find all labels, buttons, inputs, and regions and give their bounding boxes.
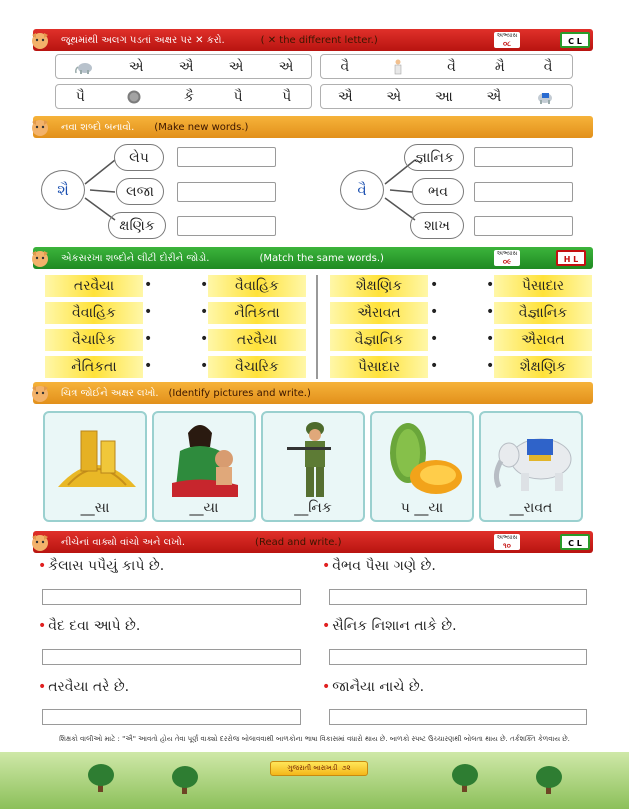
mascot-icon	[27, 532, 53, 552]
match-dot[interactable]: •	[430, 277, 439, 293]
letter[interactable]: પૈ	[233, 88, 243, 105]
picture-card	[152, 411, 256, 522]
answer-box[interactable]	[177, 216, 276, 236]
elephant-icon	[485, 425, 581, 495]
match-dot[interactable]: •	[486, 277, 495, 293]
match-word[interactable]: વૈજ્ઞાનિક	[494, 302, 592, 324]
page-number: ૭૨	[341, 764, 351, 772]
answer-box[interactable]	[474, 182, 573, 202]
section1-badge: અભ્યાસ ૦૮	[494, 32, 520, 48]
section3-hl-tag: H L	[556, 250, 586, 266]
section1-cl-tag: C L	[560, 32, 590, 48]
match-word[interactable]: વૈચારિક	[208, 356, 306, 378]
picture-card	[479, 411, 583, 522]
match-dot[interactable]: •	[486, 331, 495, 347]
tree-icon	[88, 764, 114, 786]
section5-english: (Read and write.)	[255, 536, 342, 548]
match-dot[interactable]: •	[486, 358, 495, 374]
page-number-banner	[270, 761, 368, 776]
letter-row-1-left	[55, 54, 312, 79]
letter[interactable]: એ	[278, 58, 294, 75]
section1-english: ( ✕ the different letter.)	[260, 34, 378, 46]
tree-icon	[172, 766, 198, 788]
papaya-icon	[378, 419, 470, 499]
letter[interactable]: મૈ	[494, 58, 505, 75]
letter[interactable]: ઐ	[178, 58, 194, 75]
sentence: • કૈલાસ પપૈયું કાપે છે.	[38, 558, 165, 574]
answer-box[interactable]	[177, 147, 276, 167]
elephant-icon	[74, 59, 94, 75]
picture-label: __યા	[189, 500, 219, 516]
letter[interactable]: ઐ	[486, 88, 502, 105]
section2-english: (Make new words.)	[154, 121, 249, 133]
match-word[interactable]: વૈચારિક	[45, 329, 143, 351]
tree-icon	[452, 764, 478, 786]
mascot-icon	[27, 117, 53, 137]
match-dot[interactable]: •	[144, 358, 153, 374]
writing-line[interactable]	[329, 649, 587, 665]
section5-badge: અભ્યાસ ૧૦	[494, 534, 520, 550]
match-dot[interactable]: •	[430, 331, 439, 347]
picture-label: __નિક	[294, 500, 332, 516]
match-dot[interactable]: •	[486, 304, 495, 320]
picture-card	[261, 411, 365, 522]
match-dot[interactable]: •	[144, 277, 153, 293]
match-word[interactable]: પૈસાદાર	[330, 356, 428, 378]
writing-line[interactable]	[42, 589, 301, 605]
letter[interactable]: ઐ	[337, 88, 353, 105]
letter-row-2-right	[320, 84, 573, 109]
answer-box[interactable]	[474, 147, 573, 167]
match-word[interactable]: વૈવાહિક	[208, 275, 306, 297]
match-word[interactable]: પૈસાદાર	[494, 275, 592, 297]
sentence: • સૈનિક નિશાન તાકે છે.	[322, 618, 457, 634]
match-dot[interactable]: •	[200, 331, 209, 347]
letter[interactable]: વૈ	[543, 58, 553, 75]
section5-instruction: નીચેનાં વાક્યો વાંચો અને લખો.	[61, 536, 186, 548]
match-dot[interactable]: •	[430, 358, 439, 374]
word-bubble: લજા	[116, 178, 164, 205]
picture-label: __રાવત	[509, 500, 553, 516]
mascot-icon	[27, 383, 53, 403]
section3-badge: અભ્યાસ ૦૯	[494, 250, 520, 266]
section3-english: (Match the same words.)	[259, 252, 384, 264]
writing-line[interactable]	[42, 649, 301, 665]
decorated-elephant-icon	[535, 89, 555, 105]
section2-header	[33, 116, 593, 138]
sentence: • વૈદ દવા આપે છે.	[38, 618, 141, 634]
sentence: • તરવૈયા તરે છે.	[38, 679, 130, 695]
match-word[interactable]: ઐરાવત	[494, 329, 592, 351]
section4-header	[33, 382, 593, 404]
doctor-icon	[388, 59, 408, 75]
word-web-hub-right: વૈ	[340, 170, 384, 210]
letter[interactable]: પૈ	[75, 88, 85, 105]
match-dot[interactable]: •	[430, 304, 439, 320]
match-dot[interactable]: •	[200, 277, 209, 293]
picture-card	[370, 411, 474, 522]
match-word[interactable]: શૈક્ષણિક	[330, 275, 428, 297]
writing-line[interactable]	[329, 709, 587, 725]
word-web-hub-left: શૈ	[41, 170, 85, 210]
letter-row-2-left	[55, 84, 312, 109]
match-dot[interactable]: •	[200, 358, 209, 374]
mascot-icon	[27, 30, 53, 50]
gold-coins-icon	[53, 423, 141, 493]
match-word[interactable]: નૈતિકતા	[45, 356, 143, 378]
section3-instruction: એકસરખા શબ્દોને લીટી દોરીને જોડો.	[61, 252, 210, 264]
picture-label: પ __યા	[400, 500, 444, 516]
word-bubble: જ્ઞાનિક	[404, 144, 464, 171]
sentence: • જાનૈયા નાચે છે.	[322, 679, 425, 695]
section1-instruction: જૂથમાંથી અલગ પડતાં અક્ષર પર ✕ કરો.	[61, 34, 225, 46]
section2-instruction: નવા શબ્દો બનાવો.	[61, 121, 135, 133]
column-divider	[316, 275, 318, 379]
match-dot[interactable]: •	[200, 304, 209, 320]
word-bubble: ક્ષણિક	[108, 212, 166, 239]
soldier-icon	[283, 419, 347, 501]
letter[interactable]: એ	[128, 58, 144, 75]
answer-box[interactable]	[177, 182, 276, 202]
book-title: ગુજરાતી બારાખડી	[287, 764, 338, 772]
answer-box[interactable]	[474, 216, 573, 236]
letter[interactable]: વૈ	[447, 58, 456, 75]
section5-cl-tag: C L	[560, 534, 590, 550]
section4-english: (Identify pictures and write.)	[168, 387, 311, 399]
picture-label: __સા	[80, 500, 110, 516]
letter[interactable]: એ	[228, 58, 244, 75]
word-bubble: ભવ	[412, 178, 464, 205]
match-word[interactable]: વૈવાહિક	[45, 302, 143, 324]
match-word[interactable]: ઐરાવત	[330, 302, 428, 324]
word-bubble: લેપ	[114, 144, 164, 171]
letter[interactable]: એ	[386, 88, 402, 105]
mascot-icon	[27, 248, 53, 268]
match-dot[interactable]: •	[144, 331, 153, 347]
section4-instruction: ચિત્ર જોઈને અક્ષર લખો.	[61, 387, 159, 399]
match-dot[interactable]: •	[144, 304, 153, 320]
match-word[interactable]: તરવૈયા	[208, 329, 306, 351]
match-word[interactable]: તરવૈયા	[45, 275, 143, 297]
writing-line[interactable]	[42, 709, 301, 725]
coin-icon	[124, 89, 144, 105]
match-word[interactable]: નૈતિકતા	[208, 302, 306, 324]
letter[interactable]: વૈ	[340, 58, 350, 75]
match-word[interactable]: શૈક્ષણિક	[494, 356, 592, 378]
letter[interactable]: કૈ	[184, 88, 194, 105]
letter[interactable]: આ	[434, 88, 453, 105]
writing-line[interactable]	[329, 589, 587, 605]
letter-row-1-right	[320, 54, 573, 79]
sentence: • વૈભવ પૈસા ગણે છે.	[322, 558, 436, 574]
match-word[interactable]: વૈજ્ઞાનિક	[330, 329, 428, 351]
picture-card	[43, 411, 147, 522]
tree-icon	[536, 766, 562, 788]
mother-child-icon	[164, 417, 248, 499]
teacher-note: શિક્ષકો વાલીઓ માટે : "ઐ" આવતો હોય તેવા પૂર્ણ વાક્યો દરરોજ બોલાવવાથી બાળકોના ભાષા વિકાસમાં વધારો થાય છે. બાળકો સ્પષ્ટ ઉચ્ચારણથી બોલતા થાય છે. તર્કશક્તિ કેળવાય છે.	[59, 735, 570, 743]
word-bubble: શાખ	[410, 212, 464, 239]
letter[interactable]: પૈ	[282, 88, 292, 105]
